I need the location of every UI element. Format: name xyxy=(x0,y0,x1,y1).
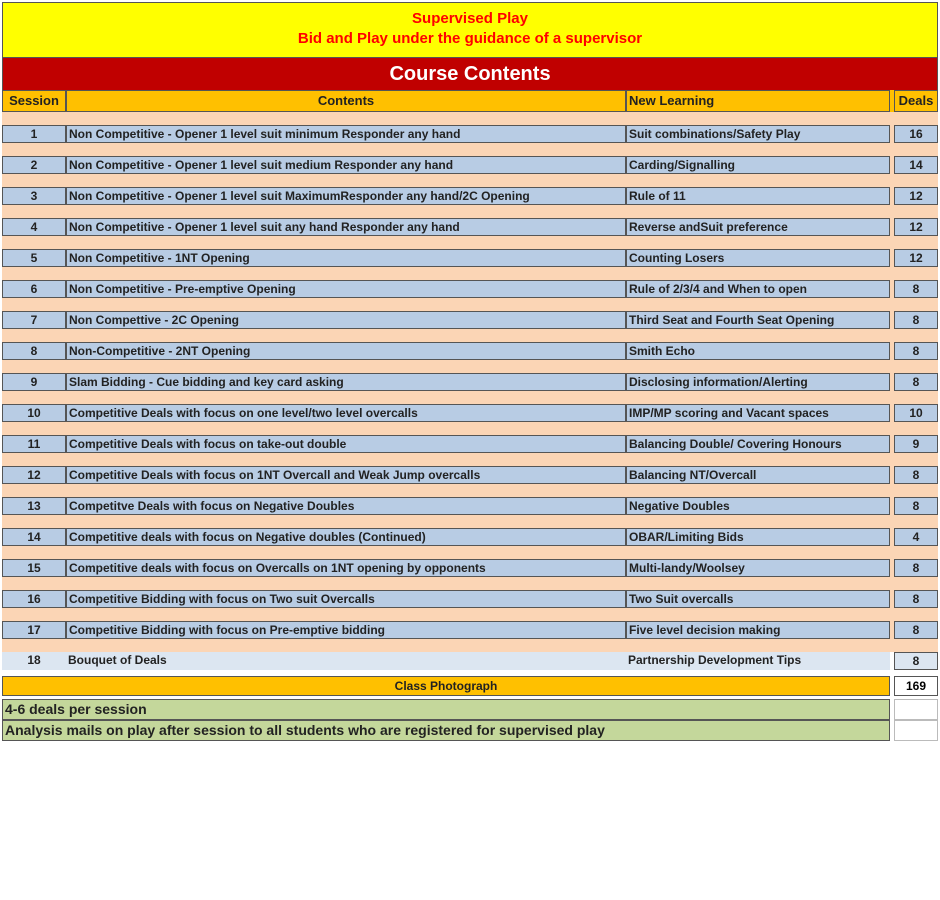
session-deals: 8 xyxy=(894,559,938,577)
note-row xyxy=(2,720,938,741)
session-number: 6 xyxy=(2,280,66,298)
session-number: 11 xyxy=(2,435,66,453)
course-contents-heading: Course Contents xyxy=(2,58,938,90)
session-number: 18 xyxy=(2,652,66,670)
session-deals: 14 xyxy=(894,156,938,174)
table-row xyxy=(2,218,938,236)
session-new-learning: Suit combinations/Safety Play xyxy=(626,125,890,143)
session-number: 3 xyxy=(2,187,66,205)
session-new-learning: Two Suit overcalls xyxy=(626,590,890,608)
table-row xyxy=(2,466,938,484)
session-new-learning: Smith Echo xyxy=(626,342,890,360)
session-new-learning: Carding/Signalling xyxy=(626,156,890,174)
header-new-learning: New Learning xyxy=(626,90,890,112)
note-empty-cell xyxy=(894,720,938,741)
session-deals: 4 xyxy=(894,528,938,546)
header-session: Session xyxy=(2,90,66,112)
session-new-learning: Counting Losers xyxy=(626,249,890,267)
session-new-learning: Rule of 11 xyxy=(626,187,890,205)
session-contents: Non Competitive - Opener 1 level suit any hand Responder any hand xyxy=(66,218,626,236)
class-photo-label: Class Photograph xyxy=(2,676,890,696)
session-contents: Non Competitive - 1NT Opening xyxy=(66,249,626,267)
header-deals: Deals xyxy=(894,90,938,112)
banner-subtitle: Bid and Play under the guidance of a supervisor xyxy=(297,30,643,47)
table-row xyxy=(2,311,938,329)
session-new-learning: Partnership Development Tips xyxy=(626,652,890,670)
row-spacer xyxy=(2,484,938,497)
total-deals: 169 xyxy=(894,676,938,696)
session-contents: Competitive Deals with focus on 1NT Overcall and Weak Jump overcalls xyxy=(66,466,626,484)
session-deals: 8 xyxy=(894,311,938,329)
table-row xyxy=(2,497,938,515)
table-row xyxy=(2,559,938,577)
session-deals: 8 xyxy=(894,466,938,484)
session-number: 12 xyxy=(2,466,66,484)
session-contents: Non Competitive - Opener 1 level suit MaximumResponder any hand/2C Opening xyxy=(66,187,626,205)
table-row xyxy=(2,528,938,546)
session-contents: Non Competitive - Pre-emptive Opening xyxy=(66,280,626,298)
title-banner xyxy=(2,2,938,58)
table-row xyxy=(2,652,938,670)
table-row xyxy=(2,280,938,298)
session-number: 17 xyxy=(2,621,66,639)
session-contents: Competitve Deals with focus on Negative Doubles xyxy=(66,497,626,515)
course-sheet xyxy=(2,2,938,741)
table-row xyxy=(2,156,938,174)
note-empty-cell xyxy=(894,699,938,720)
table-row xyxy=(2,373,938,391)
session-table xyxy=(2,112,938,670)
table-row xyxy=(2,404,938,422)
session-contents: Competitive Deals with focus on take-out double xyxy=(66,435,626,453)
session-deals: 8 xyxy=(894,373,938,391)
session-new-learning: Five level decision making xyxy=(626,621,890,639)
row-spacer xyxy=(2,112,938,125)
table-header xyxy=(2,90,938,112)
session-number: 10 xyxy=(2,404,66,422)
row-spacer xyxy=(2,577,938,590)
note-text: 4-6 deals per session xyxy=(2,699,890,720)
table-row xyxy=(2,125,938,143)
session-contents: Competitive Deals with focus on one level/two level overcalls xyxy=(66,404,626,422)
session-number: 2 xyxy=(2,156,66,174)
session-contents: Slam Bidding - Cue bidding and key card asking xyxy=(66,373,626,391)
session-deals: 8 xyxy=(894,652,938,670)
class-photo-row xyxy=(2,676,938,696)
session-new-learning: Third Seat and Fourth Seat Opening xyxy=(626,311,890,329)
session-number: 5 xyxy=(2,249,66,267)
session-deals: 8 xyxy=(894,497,938,515)
session-contents: Bouquet of Deals xyxy=(66,652,626,670)
table-row xyxy=(2,187,938,205)
table-row xyxy=(2,249,938,267)
session-deals: 9 xyxy=(894,435,938,453)
session-number: 14 xyxy=(2,528,66,546)
row-spacer xyxy=(2,174,938,187)
session-number: 4 xyxy=(2,218,66,236)
session-new-learning: OBAR/Limiting Bids xyxy=(626,528,890,546)
row-spacer xyxy=(2,205,938,218)
session-new-learning: Balancing Double/ Covering Honours xyxy=(626,435,890,453)
session-number: 16 xyxy=(2,590,66,608)
row-spacer xyxy=(2,546,938,559)
session-number: 1 xyxy=(2,125,66,143)
row-spacer xyxy=(2,453,938,466)
session-contents: Non-Competitive - 2NT Opening xyxy=(66,342,626,360)
table-row xyxy=(2,435,938,453)
session-new-learning: Reverse andSuit preference xyxy=(626,218,890,236)
table-row xyxy=(2,621,938,639)
session-new-learning: IMP/MP scoring and Vacant spaces xyxy=(626,404,890,422)
session-number: 8 xyxy=(2,342,66,360)
row-spacer xyxy=(2,143,938,156)
session-new-learning: Negative Doubles xyxy=(626,497,890,515)
session-deals: 8 xyxy=(894,280,938,298)
row-spacer xyxy=(2,391,938,404)
session-contents: Competitive Bidding with focus on Two suit Overcalls xyxy=(66,590,626,608)
table-row xyxy=(2,342,938,360)
session-new-learning: Rule of 2/3/4 and When to open xyxy=(626,280,890,298)
session-contents: Non Competitive - Opener 1 level suit medium Responder any hand xyxy=(66,156,626,174)
table-row xyxy=(2,590,938,608)
session-deals: 12 xyxy=(894,249,938,267)
session-new-learning: Balancing NT/Overcall xyxy=(626,466,890,484)
row-spacer xyxy=(2,329,938,342)
session-new-learning: Multi-landy/Woolsey xyxy=(626,559,890,577)
row-spacer xyxy=(2,360,938,373)
session-new-learning: Disclosing information/Alerting xyxy=(626,373,890,391)
session-deals: 12 xyxy=(894,187,938,205)
session-deals: 8 xyxy=(894,342,938,360)
row-spacer xyxy=(2,515,938,528)
session-number: 15 xyxy=(2,559,66,577)
session-number: 9 xyxy=(2,373,66,391)
session-deals: 8 xyxy=(894,621,938,639)
session-deals: 8 xyxy=(894,590,938,608)
session-contents: Competitive deals with focus on Negative doubles (Continued) xyxy=(66,528,626,546)
session-number: 13 xyxy=(2,497,66,515)
row-spacer xyxy=(2,267,938,280)
session-contents: Non Competitive - Opener 1 level suit minimum Responder any hand xyxy=(66,125,626,143)
note-text: Analysis mails on play after session to all students who are registered for supervised play xyxy=(2,720,890,741)
session-deals: 16 xyxy=(894,125,938,143)
row-spacer xyxy=(2,639,938,652)
row-spacer xyxy=(2,236,938,249)
session-contents: Non Compettive - 2C Opening xyxy=(66,311,626,329)
row-spacer xyxy=(2,422,938,435)
session-number: 7 xyxy=(2,311,66,329)
row-spacer xyxy=(2,608,938,621)
row-spacer xyxy=(2,298,938,311)
session-deals: 10 xyxy=(894,404,938,422)
session-contents: Competitive deals with focus on Overcalls on 1NT opening by opponents xyxy=(66,559,626,577)
note-row xyxy=(2,699,938,720)
session-contents: Competitive Bidding with focus on Pre-emptive bidding xyxy=(66,621,626,639)
banner-title: Supervised Play xyxy=(412,10,528,27)
session-deals: 12 xyxy=(894,218,938,236)
header-contents: Contents xyxy=(66,90,626,112)
